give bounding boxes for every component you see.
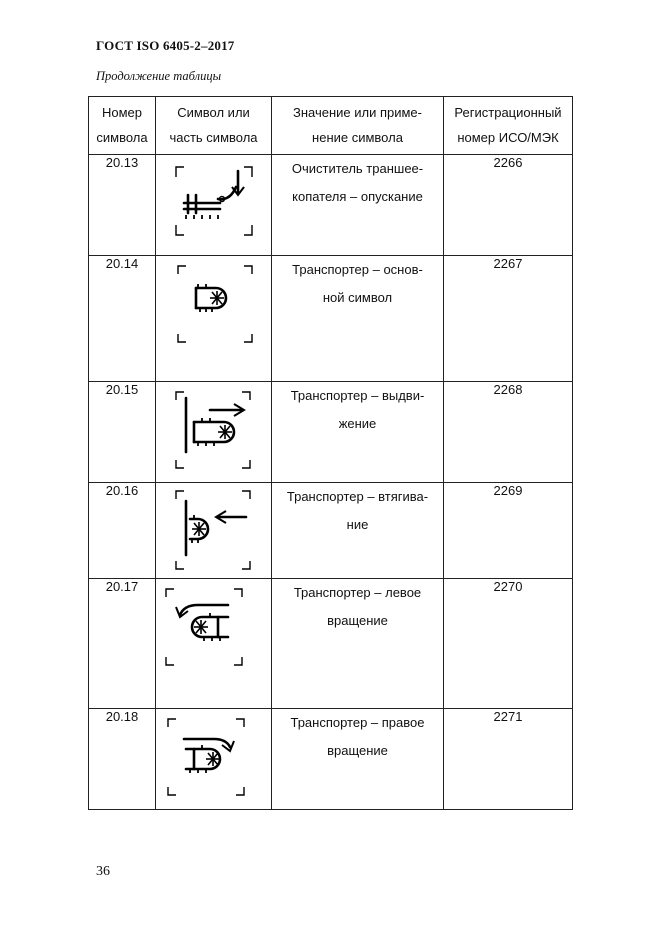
conveyor-extend-icon — [172, 388, 256, 470]
symbol-cell — [156, 382, 272, 483]
conveyor-rotate-left-icon — [162, 585, 248, 667]
header-line: Номер — [101, 105, 142, 120]
symbol-number: 20.13 — [89, 155, 156, 256]
symbol-number: 20.14 — [89, 256, 156, 382]
conveyor-retract-icon — [172, 487, 256, 573]
symbol-cell — [156, 256, 272, 382]
symbol-cell — [156, 709, 272, 810]
table-row — [89, 709, 573, 810]
symbol-number: 20.16 — [89, 483, 156, 579]
symbol-cell — [156, 483, 272, 579]
page-number: 36 — [96, 864, 110, 879]
table-row — [89, 382, 573, 483]
header-line: часть символа — [169, 130, 258, 145]
meaning-line: вращение — [327, 613, 388, 628]
symbol-meaning — [272, 256, 444, 382]
meaning-line: Очиститель траншее- — [291, 161, 424, 176]
column-header-registration — [444, 97, 573, 155]
meaning-line: ной символ — [322, 290, 393, 305]
meaning-line: Транспортер – втягива- — [286, 489, 429, 504]
symbol-number: 20.17 — [89, 579, 156, 709]
meaning-line: Транспортер – правое — [290, 715, 425, 730]
registration-number: 2271 — [444, 709, 573, 810]
meaning-line: Транспортер – основ- — [292, 262, 423, 277]
symbol-number: 20.18 — [89, 709, 156, 810]
meaning-line: жение — [338, 416, 377, 431]
registration-number: 2268 — [444, 382, 573, 483]
document-standard-code: ГОСТ ISO 6405-2–2017 — [96, 38, 235, 53]
column-header-meaning — [272, 97, 444, 155]
registration-number: 2270 — [444, 579, 573, 709]
column-header-number — [89, 97, 156, 155]
registration-number: 2267 — [444, 256, 573, 382]
symbol-meaning — [272, 709, 444, 810]
symbols-table — [88, 96, 573, 810]
table-continuation-label: Продолжение таблицы — [96, 69, 222, 83]
table-header-row — [89, 97, 573, 155]
header-line: Регистрационный — [454, 105, 562, 120]
symbol-number: 20.15 — [89, 382, 156, 483]
meaning-line: копателя – опускание — [292, 189, 423, 204]
meaning-line: Транспортер – левое — [293, 585, 422, 600]
meaning-line: вращение — [327, 743, 388, 758]
conveyor-basic-icon — [174, 262, 256, 346]
symbol-meaning — [272, 483, 444, 579]
trencher-cleaner-lower-icon — [172, 161, 257, 239]
header-line: символа — [96, 130, 148, 145]
table-row — [89, 155, 573, 256]
conveyor-rotate-right-icon — [164, 715, 250, 797]
registration-number: 2266 — [444, 155, 573, 256]
meaning-line: Транспортер – выдви- — [290, 388, 425, 403]
column-header-symbol — [156, 97, 272, 155]
meaning-line: ние — [346, 517, 369, 532]
symbol-meaning — [272, 155, 444, 256]
symbol-cell — [156, 579, 272, 709]
symbol-meaning — [272, 579, 444, 709]
table-row — [89, 483, 573, 579]
symbol-cell — [156, 155, 272, 256]
header-line: Символ или — [177, 105, 250, 120]
header-line: Значение или приме- — [292, 105, 422, 120]
header-line: номер ИСО/МЭК — [457, 130, 559, 145]
table-row — [89, 256, 573, 382]
registration-number: 2269 — [444, 483, 573, 579]
header-line: нение символа — [312, 130, 403, 145]
table-row — [89, 579, 573, 709]
symbol-meaning — [272, 382, 444, 483]
